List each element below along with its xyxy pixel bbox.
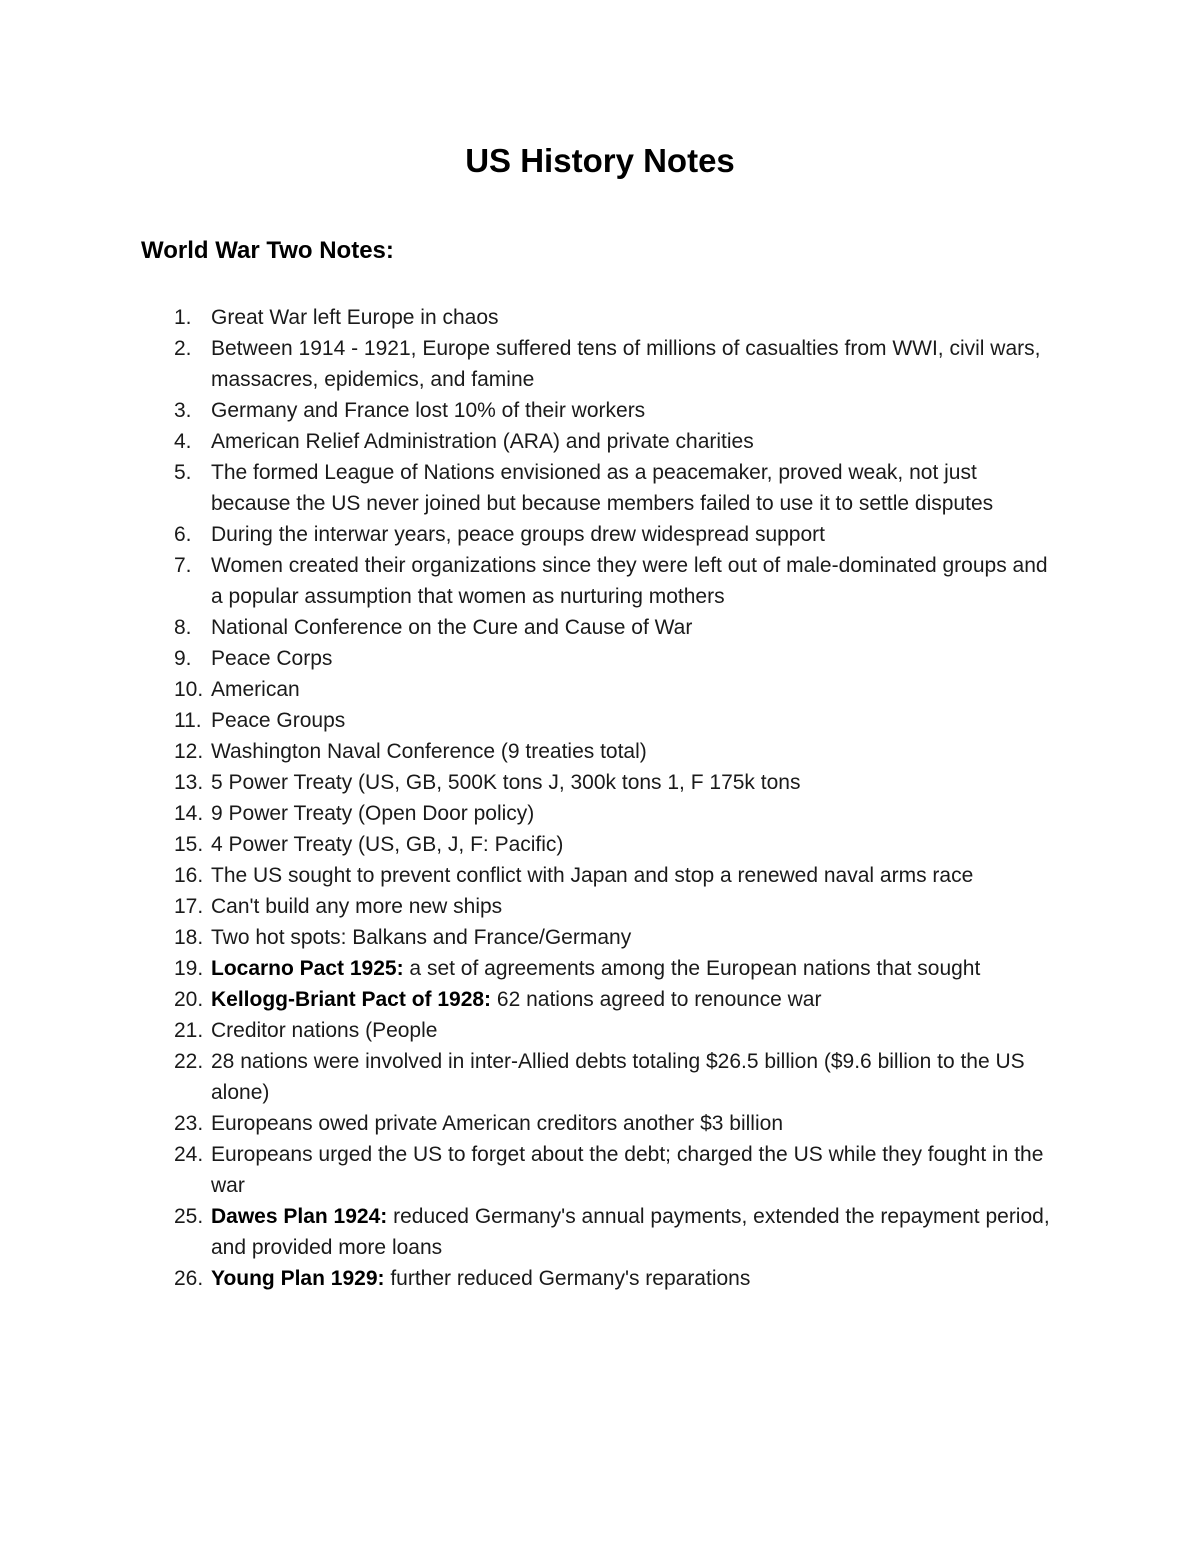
list-item-text: 5 Power Treaty (US, GB, 500K tons J, 300k tons 1, F 175k tons <box>211 771 801 794</box>
list-item-text: further reduced Germany's reparations <box>384 1267 751 1290</box>
list-item <box>0 612 1056 643</box>
list-item-text: American Relief Administration (ARA) and private charities <box>211 430 754 453</box>
list-item-text: Peace Groups <box>211 709 346 732</box>
list-item-term: Locarno Pact 1925: <box>211 957 404 980</box>
list-item-number: 14. <box>174 802 204 825</box>
list-item-text: 9 Power Treaty (Open Door policy) <box>211 802 535 825</box>
list-item-number: 13. <box>174 771 204 794</box>
list-item-term: Kellogg-Briant Pact of 1928: <box>211 988 492 1011</box>
list-item <box>0 860 1056 891</box>
list-item-number: 9. <box>174 647 192 670</box>
list-item-text: Washington Naval Conference (9 treaties total) <box>211 740 647 763</box>
list-item-number: 4. <box>174 430 192 453</box>
list-item-number: 6. <box>174 523 192 546</box>
list-item-number: 8. <box>174 616 192 639</box>
list-item-content <box>211 709 345 732</box>
list-item-content <box>211 864 973 887</box>
list-item-term: Dawes Plan 1924: <box>211 1205 388 1228</box>
list-item <box>0 395 1056 426</box>
list-item <box>0 426 1056 457</box>
list-item-text: Creditor nations (People <box>211 1019 438 1042</box>
list-item-content <box>211 554 1048 608</box>
list-item-number: 7. <box>174 554 192 577</box>
list-item-number: 11. <box>174 709 202 732</box>
list-item-number: 20. <box>174 988 204 1011</box>
list-item-text: Europeans owed private American creditors another $3 billion <box>211 1112 783 1135</box>
list-item <box>0 519 1056 550</box>
list-item-text: 28 nations were involved in inter-Allied debts totaling $26.5 billion ($9.6 billion to the US alone) <box>211 1050 1025 1104</box>
list-item-number: 1. <box>174 306 192 329</box>
list-item <box>0 953 1056 984</box>
list-item-text: Peace Corps <box>211 647 333 670</box>
list-item-content <box>211 337 1040 391</box>
list-item-content <box>211 1267 750 1290</box>
list-item-content <box>211 1205 1050 1259</box>
list-item-text: 62 nations agreed to renounce war <box>491 988 822 1011</box>
list-item <box>0 891 1056 922</box>
list-item <box>0 1046 1056 1108</box>
list-item <box>0 550 1056 612</box>
list-item <box>0 767 1056 798</box>
list-item-content <box>211 740 647 763</box>
list-item-text: National Conference on the Cure and Cause of War <box>211 616 693 639</box>
list-item-content <box>211 771 800 794</box>
list-item-content <box>211 895 502 918</box>
list-item-text: Can't build any more new ships <box>211 895 503 918</box>
list-item-content <box>211 430 754 453</box>
section-heading: World War Two Notes: <box>141 237 394 264</box>
list-item-text: The formed League of Nations envisioned as a peacemaker, proved weak, not just because the US never joined but because members failed to use it to settle disputes <box>211 461 994 515</box>
list-item-term: Young Plan 1929: <box>211 1267 385 1290</box>
list-item-number: 16. <box>174 864 204 887</box>
list-item-content <box>211 957 980 980</box>
list-item-content <box>211 647 332 670</box>
list-item-text: 4 Power Treaty (US, GB, J, F: Pacific) <box>211 833 564 856</box>
list-item-content <box>211 461 993 515</box>
list-item-content <box>211 523 825 546</box>
list-item-number: 15. <box>174 833 204 856</box>
list-item-text: Europeans urged the US to forget about the debt; charged the US while they fought in the war <box>211 1143 1044 1197</box>
list-item-content <box>211 833 563 856</box>
list-item-content <box>211 306 499 329</box>
list-item-content <box>211 1143 1043 1197</box>
list-item <box>0 302 1056 333</box>
list-item-number: 21. <box>174 1019 204 1042</box>
list-item <box>0 643 1056 674</box>
list-item-content <box>211 802 534 825</box>
list-item-number: 24. <box>174 1143 204 1166</box>
list-item-number: 5. <box>174 461 192 484</box>
list-item-number: 22. <box>174 1050 204 1073</box>
list-item-number: 2. <box>174 337 192 360</box>
list-item-content <box>211 678 300 701</box>
list-item-text: The US sought to prevent conflict with Japan and stop a renewed naval arms race <box>211 864 974 887</box>
list-item <box>0 1263 1056 1294</box>
list-item <box>0 798 1056 829</box>
list-item <box>0 1015 1056 1046</box>
list-item-text: Between 1914 - 1921, Europe suffered tens of millions of casualties from WWI, civil wars, massacres, epidemics, and famine <box>211 337 1041 391</box>
list-item-content <box>211 988 821 1011</box>
list-item-number: 25. <box>174 1205 204 1228</box>
list-item-text: Great War left Europe in chaos <box>211 306 499 329</box>
list-item <box>0 1201 1056 1263</box>
list-item-content <box>211 1112 783 1135</box>
list-item-content <box>211 926 631 949</box>
list-item-text: Germany and France lost 10% of their workers <box>211 399 646 422</box>
list-item-text: During the interwar years, peace groups drew widespread support <box>211 523 825 546</box>
list-item-number: 3. <box>174 399 192 422</box>
list-item <box>0 333 1056 395</box>
list-item <box>0 1108 1056 1139</box>
list-item-number: 19. <box>174 957 204 980</box>
list-item <box>0 457 1056 519</box>
list-item-content <box>211 1050 1025 1104</box>
list-item-number: 12. <box>174 740 204 763</box>
list-item <box>0 984 1056 1015</box>
list-item-content <box>211 616 692 639</box>
list-item-content <box>211 399 645 422</box>
list-item-text: Women created their organizations since they were left out of male-dominated groups and a popular assumption that women as nurturing mothers <box>211 554 1048 608</box>
list-item <box>0 829 1056 860</box>
notes-list <box>0 302 1200 1294</box>
list-item <box>0 922 1056 953</box>
list-item-text: American <box>211 678 300 701</box>
list-item-text: reduced Germany's annual payments, extended the repayment period, and provided more loans <box>211 1205 1050 1259</box>
list-item-content <box>211 1019 437 1042</box>
list-item-text: Two hot spots: Balkans and France/Germany <box>211 926 632 949</box>
page-title: US History Notes <box>465 142 735 179</box>
list-item-number: 26. <box>174 1267 204 1290</box>
list-item <box>0 705 1056 736</box>
list-item-text: a set of agreements among the European nations that sought <box>403 957 981 980</box>
list-item-number: 18. <box>174 926 204 949</box>
list-item <box>0 1139 1056 1201</box>
list-item-number: 17. <box>174 895 204 918</box>
list-item <box>0 736 1056 767</box>
list-item-number: 10. <box>174 678 204 701</box>
list-item-number: 23. <box>174 1112 204 1135</box>
list-item <box>0 674 1056 705</box>
